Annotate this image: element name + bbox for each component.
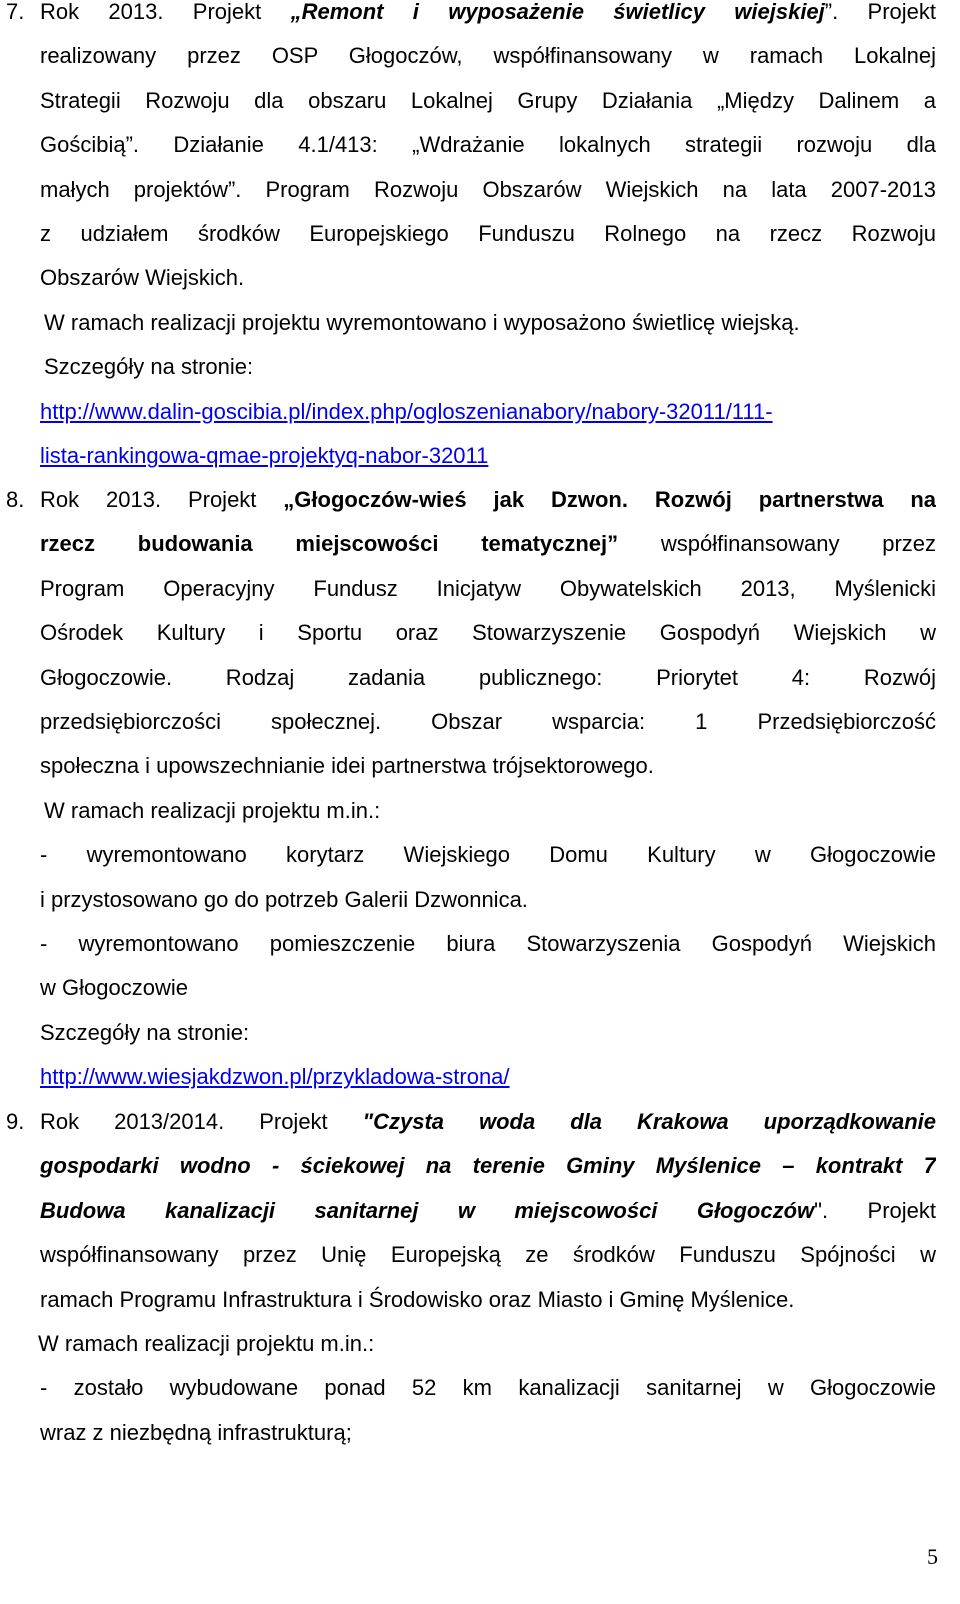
text-line: współfinansowany przez Unię Europejską ze środków Funduszu Spójności w bbox=[40, 1242, 936, 1268]
project-title-continued: rzecz budowania miejscowości tematycznej” bbox=[40, 531, 619, 557]
text-line: Rok 2013. Projekt „Remont i wyposażenie świetlicy wiejskiej”. Projekt bbox=[40, 0, 936, 24]
text-line: i przystosowano go do potrzeb Galerii Dzwonnica. bbox=[40, 886, 528, 912]
text-line: Rok 2013/2014. Projekt "Czysta woda dla Krakowa uporządkowanie bbox=[40, 1109, 936, 1134]
page-number: 5 bbox=[927, 1544, 938, 1569]
text-line: Ośrodek Kultury i Sportu oraz Stowarzyszenie Gospodyń Wiejskich w bbox=[40, 620, 936, 646]
details-link[interactable]: http://www.wiesjakdzwon.pl/przykladowa-strona/ bbox=[40, 1064, 510, 1090]
text-line bbox=[40, 390, 936, 434]
details-link[interactable]: http://www.dalin-goscibia.pl/index.php/ogloszenianabory/nabory-32011/111- bbox=[40, 398, 773, 424]
text-line: Program Operacyjny Fundusz Inicjatyw Obywatelskich 2013, Myślenicki bbox=[40, 575, 936, 601]
project-title-continued: gospodarki wodno - ściekowej na terenie Gminy Myślenice – kontrakt 7 bbox=[40, 1153, 936, 1179]
text-line: w Głogoczowie bbox=[40, 975, 188, 1001]
details-label: Szczegóły na stronie: bbox=[44, 354, 254, 380]
details-link-continued[interactable]: lista-rankingowa-qmae-projektyq-nabor-32011 bbox=[40, 443, 489, 468]
item-number: 8. bbox=[6, 487, 25, 512]
text-line bbox=[40, 1055, 936, 1099]
text-line: Budowa kanalizacji sanitarnej w miejscowości Głogoczów". Projekt bbox=[40, 1197, 936, 1223]
details-label: Szczegóły na stronie: bbox=[40, 1019, 250, 1045]
text-line: W ramach realizacji projektu m.in.: bbox=[44, 797, 381, 823]
text-line: przedsiębiorczości społecznej. Obszar wsparcia: 1 Przedsiębiorczość bbox=[40, 709, 936, 734]
text-line: - wyremontowano pomieszczenie biura Stowarzyszenia Gospodyń Wiejskich bbox=[40, 931, 936, 956]
text-line: rzecz budowania miejscowości tematycznej” współfinansowany przez bbox=[40, 531, 936, 557]
project-title: „Remont i wyposażenie świetlicy wiejskiej bbox=[290, 0, 825, 24]
text-line: z udziałem środków Europejskiego Funduszu Rolnego na rzecz Rozwoju bbox=[40, 221, 936, 246]
text-line: społeczna i upowszechnianie idei partnerstwa trójsektorowego. bbox=[40, 753, 654, 779]
text-line: Obszarów Wiejskich. bbox=[40, 265, 245, 291]
item-number: 7. bbox=[6, 0, 25, 24]
text-line: - wyremontowano korytarz Wiejskiego Domu Kultury w Głogoczowie bbox=[40, 842, 936, 868]
text-line: Rok 2013. Projekt „Głogoczów-wieś jak Dzwon. Rozwój partnerstwa na bbox=[40, 487, 936, 512]
project-title: „Głogoczów-wieś jak Dzwon. Rozwój partnerstwa na bbox=[283, 487, 936, 512]
item-number: 9. bbox=[6, 1109, 25, 1134]
text-line: Strategii Rozwoju dla obszaru Lokalnej Grupy Działania „Między Dalinem a bbox=[40, 87, 936, 113]
project-title-end: Budowa kanalizacji sanitarnej w miejscowości Głogoczów bbox=[40, 1197, 815, 1223]
text-line: - zostało wybudowane ponad 52 km kanalizacji sanitarnej w Głogoczowie bbox=[40, 1375, 936, 1401]
text-line: Głogoczowie. Rodzaj zadania publicznego: Priorytet 4: Rozwój bbox=[40, 664, 936, 690]
text-line: W ramach realizacji projektu m.in.: bbox=[38, 1331, 375, 1356]
text-line: ramach Programu Infrastruktura i Środowisko oraz Miasto i Gminę Myślenice. bbox=[40, 1286, 795, 1312]
text-line: małych projektów”. Program Rozwoju Obszarów Wiejskich na lata 2007-2013 bbox=[40, 176, 936, 202]
project-title: "Czysta woda dla Krakowa uporządkowanie bbox=[362, 1109, 936, 1134]
text-line: wraz z niezbędną infrastrukturą; bbox=[40, 1419, 352, 1445]
text-line bbox=[40, 434, 936, 478]
text-line: W ramach realizacji projektu wyremontowano i wyposażono świetlicę wiejską. bbox=[44, 309, 800, 335]
text-line: realizowany przez OSP Głogoczów, współfinansowany w ramach Lokalnej bbox=[40, 43, 936, 69]
text-line: Gościbią”. Działanie 4.1/413: „Wdrażanie lokalnych strategii rozwoju dla bbox=[40, 132, 936, 158]
